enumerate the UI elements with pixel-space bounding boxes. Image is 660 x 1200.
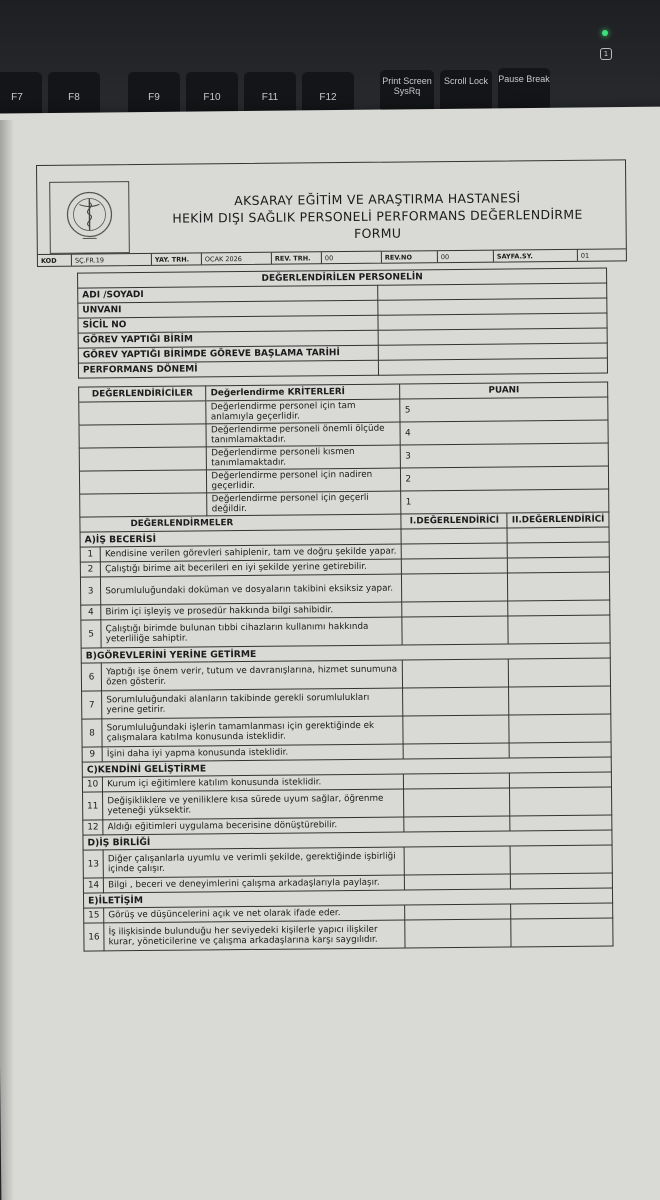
evaluator-2-score-cell[interactable] [511, 918, 613, 947]
key-f11[interactable]: F11 [244, 72, 296, 118]
field-value[interactable] [378, 358, 607, 375]
rev-value: 00 [322, 252, 382, 264]
evaluator-1-score-cell[interactable] [402, 601, 508, 617]
item-number: 4 [81, 605, 101, 620]
evaluator-2-score-cell[interactable] [511, 903, 613, 919]
item-number: 9 [82, 747, 102, 762]
personnel-heading: DEĞERLENDİRİLEN PERSONELİN [78, 268, 607, 288]
score-label: PUANI [400, 382, 608, 399]
field-label: UNVANI [78, 300, 378, 318]
item-number: 1 [80, 547, 100, 562]
item-number: 2 [80, 562, 100, 577]
evaluation-item [84, 918, 613, 951]
evaluator-1-score-cell[interactable] [402, 616, 508, 645]
rev-label: REV. TRH. [272, 252, 322, 263]
paper-shadow [0, 120, 14, 1200]
item-number: 8 [82, 719, 102, 747]
revno-label: REV.NO [382, 251, 438, 263]
key-f12[interactable]: F12 [302, 72, 354, 118]
evaluator-2-score-cell[interactable] [508, 542, 610, 558]
key-f7[interactable]: F7 [0, 72, 42, 118]
evaluator-1-label: I.DEĞERLENDİRİCİ [401, 513, 507, 529]
key-scroll-lock[interactable]: Scroll Lock [440, 70, 492, 116]
criteria-text: Değerlendirme personeli kısmen tanımlamaktadır. [207, 445, 401, 470]
evaluator-2-score-cell[interactable] [509, 714, 611, 743]
evaluator-2-score-cell[interactable] [511, 873, 613, 889]
criteria-score: 5 [400, 397, 608, 422]
performance-form [36, 159, 634, 952]
item-text: Bilgi , beceri ve deneyimlerini çalışma arkadaşlarıyla paylaşır. [104, 875, 405, 893]
form-header [36, 159, 627, 267]
key-f9[interactable]: F9 [128, 72, 180, 118]
yay-value: OCAK 2026 [202, 253, 272, 265]
evaluator-2-label: II.DEĞERLENDİRİCİ [507, 512, 609, 528]
power-led [602, 30, 608, 36]
item-number: 7 [82, 691, 102, 719]
key-pause-break[interactable]: Pause Break [498, 68, 550, 114]
evaluator-2-score-cell[interactable] [510, 772, 612, 788]
item-number: 11 [83, 792, 103, 820]
evaluator-2-score-cell[interactable] [508, 572, 610, 601]
key-print-screen[interactable]: Print Screen SysRq [380, 70, 434, 116]
key-f10[interactable]: F10 [186, 72, 238, 118]
criteria-text: Değerlendirme personel için nadiren geçerlidir. [207, 468, 401, 493]
evaluator-2-score-cell[interactable] [511, 845, 613, 874]
item-text: Yaptığı işe önem verir, tutum ve davranışlarına, hizmet sunumuna özen gösterir. [101, 660, 403, 691]
personnel-table [77, 268, 608, 379]
item-number: 3 [80, 577, 100, 605]
item-number: 10 [82, 777, 102, 792]
sayfa-label: SAYFA.SY. [494, 250, 578, 262]
item-text: Birim içi işleyiş ve prosedür hakkında bilgi sahibidir. [101, 602, 402, 620]
item-text: İş ilişkisinde bulunduğu her seviyedeki kişilerle yapıcı ilişkiler kurar, yöneticilerine ve çalışma arkadaşlarına karşı saygılıdır. [104, 920, 406, 951]
field-label: ADI /SOYADI [78, 285, 378, 303]
evaluator-1-score-cell[interactable] [405, 846, 511, 875]
category-heading: A)İŞ BECERİSİ [80, 529, 402, 547]
revno-value: 00 [438, 251, 494, 263]
category-heading: C)KENDİNİ GELİŞTİRME [82, 757, 611, 777]
evaluator-1-score-cell[interactable] [402, 543, 508, 559]
evaluator-1-score-cell[interactable] [402, 573, 508, 602]
evaluator-1-score-cell[interactable] [403, 687, 509, 716]
evaluator-1-score-cell[interactable] [403, 659, 509, 688]
item-number: 14 [83, 878, 103, 893]
field-label: SİCİL NO [78, 315, 378, 333]
kod-label: KOD [38, 255, 72, 266]
ministry-logo [49, 181, 130, 254]
yay-label: YAY. TRH. [152, 253, 202, 264]
criteria-score: 4 [400, 420, 608, 445]
item-text: Değişikliklere ve yeniliklere kısa sürede uyum sağlar, öğrenme yeteneği yüksektir. [103, 789, 405, 820]
item-text: Kurum içi eğitimlere katılım konusunda isteklidir. [103, 774, 404, 792]
category-heading: D)İŞ BİRLİĞİ [83, 830, 612, 850]
item-text: Sorumluluğundaki işlerin tamamlanması için gerektiğinde ek çalışmalara katılma konusunda isteklidir. [102, 716, 404, 747]
sayfa-value: 01 [580, 251, 590, 260]
criteria-score: 2 [401, 466, 609, 491]
criteria-label: Değerlendirme KRİTERLERİ [206, 384, 400, 401]
evaluator-1-score-cell[interactable] [403, 715, 509, 744]
item-number: 16 [84, 923, 104, 951]
category-heading: E)İLETİŞİM [83, 888, 612, 908]
form-title: HEKİM DIŞI SAĞLIK PERSONELİ PERFORMANS DEĞERLENDİRME FORMU [172, 206, 583, 241]
kod-value: SÇ.FR.19 [72, 254, 152, 266]
evaluator-2-score-cell[interactable] [510, 742, 612, 758]
item-text: Kendisine verilen görevleri sahiplenir, tam ve doğru şekilde yapar. [100, 544, 401, 562]
category-heading: B)GÖREVLERİNİ YERİNE GETİRME [81, 643, 610, 663]
item-number: 15 [84, 908, 104, 923]
evaluator-2-score-cell[interactable] [510, 787, 612, 816]
item-text: Aldığı eğitimleri uygulama becerisine dönüştürebilir. [103, 817, 404, 835]
evaluator-1-score-cell[interactable] [404, 773, 510, 789]
caduceus-seal-icon [64, 186, 115, 248]
evaluators-label: DEĞERLENDİRİCİLER [79, 386, 207, 402]
criteria-text: Değerlendirme personel için geçerli değildir. [207, 491, 401, 516]
evaluator-1-score-cell[interactable] [404, 788, 510, 817]
evaluator-2-score-cell[interactable] [508, 600, 610, 616]
evaluation-table [78, 382, 613, 952]
num-lock-indicator-icon: 1 [600, 48, 612, 60]
evaluator-1-score-cell[interactable] [405, 919, 511, 948]
field-label: GÖREV YAPTIĞI BİRİM [78, 330, 378, 348]
item-number: 13 [83, 850, 103, 878]
item-number: 12 [83, 820, 103, 835]
evaluator-1-score-cell[interactable] [404, 816, 510, 832]
item-text: İşini daha iyi yapma konusunda isteklidir. [102, 744, 403, 762]
evaluator-1-score-cell[interactable] [405, 904, 511, 920]
evaluator-1-score-cell[interactable] [402, 558, 508, 574]
item-text: Sorumluluğundaki doküman ve dosyaların takibini eksiksiz yapar. [101, 574, 403, 605]
hospital-name: AKSARAY EĞİTİM VE ARAŞTIRMA HASTANESİ [234, 190, 521, 209]
key-f8[interactable]: F8 [48, 72, 100, 118]
item-text: Sorumluluğundaki alanların takibinde gerekli sorumlulukları yerine getirir. [102, 688, 404, 719]
field-label: PERFORMANS DÖNEMİ [78, 360, 378, 378]
criteria-text: Değerlendirme personel için tam anlamıyla geçerlidir. [206, 399, 400, 424]
evaluator-2-score-cell[interactable] [508, 615, 610, 644]
form-title-block [157, 189, 597, 244]
item-number: 5 [81, 620, 101, 648]
field-label: GÖREV YAPTIĞI BİRİMDE GÖREVE BAŞLAMA TARİHİ [78, 345, 378, 363]
evaluations-heading: DEĞERLENDİRMELER [80, 514, 402, 532]
item-text: Çalıştığı birime ait becerileri en iyi şekilde yerine getirebilir. [101, 559, 402, 577]
criteria-text: Değerlendirme personeli önemli ölçüde tanımlamaktadır. [206, 422, 400, 447]
item-text: Çalıştığı birimde bulunan tıbbi cihazların kullanımı hakkında yeterliliğe sahiptir. [101, 617, 403, 648]
item-number: 6 [81, 663, 101, 691]
evaluator-1-score-cell[interactable] [404, 743, 510, 759]
item-text: Diğer çalışanlarla uyumlu ve verimli şekilde, gerektiğinde işbirliği içinde çalışır. [103, 847, 405, 878]
evaluator-2-score-cell[interactable] [509, 658, 611, 687]
item-text: Görüş ve düşüncelerini açık ve net olarak ifade eder. [104, 905, 405, 923]
criteria-score: 3 [401, 443, 609, 468]
evaluator-2-score-cell[interactable] [510, 815, 612, 831]
criteria-score: 1 [401, 489, 609, 514]
evaluator-2-score-cell[interactable] [509, 686, 611, 715]
evaluator-1-score-cell[interactable] [405, 874, 511, 890]
evaluator-2-score-cell[interactable] [508, 557, 610, 573]
